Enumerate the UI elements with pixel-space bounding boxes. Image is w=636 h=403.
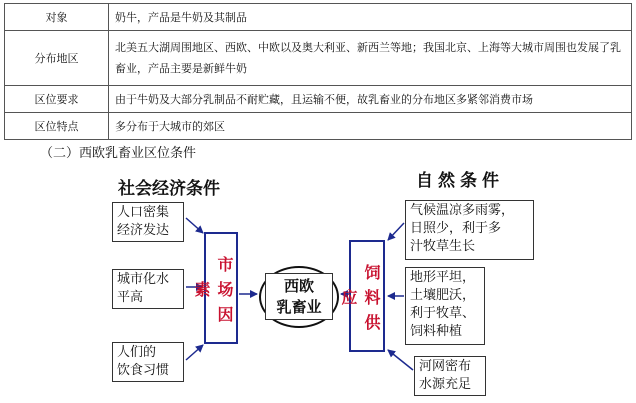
row-label: 对象 [5, 4, 109, 31]
natural-heading: 自然条件 [416, 171, 504, 191]
table-row [5, 4, 632, 31]
left-item: 人们的 饮食习惯 [112, 342, 184, 382]
arrow [186, 345, 203, 360]
market-factor-box: 市场因素 [204, 232, 238, 344]
row-label: 区位特点 [5, 113, 109, 140]
left-item: 城市化水 平高 [112, 269, 184, 309]
row-label: 区位要求 [5, 86, 109, 113]
row-value: 由于牛奶及大部分乳制品不耐贮藏，且运输不便，故乳畜业的分布地区多紧邻消费市场 [109, 86, 632, 113]
arrow [186, 218, 203, 233]
row-value: 北美五大湖周围地区、西欧、中欧以及奥大利亚、新西兰等地；我国北京、上海等大城市周围也发展了乳畜业，产品主要是新鲜牛奶 [109, 31, 632, 86]
info-table [4, 3, 632, 140]
table-row [5, 86, 632, 113]
right-item: 地形平坦， 土壤肥沃， 利于牧草、 饲料种植 [405, 267, 485, 345]
section-title: （二）西欧乳畜业区位条件 [40, 146, 197, 161]
row-value: 奶牛，产品是牛奶及其制品 [109, 4, 632, 31]
arrow [388, 223, 404, 240]
table-row [5, 31, 632, 86]
right-item: 河网密布 水源充足 [414, 356, 486, 396]
left-item: 人口密集 经济发达 [112, 202, 184, 242]
table-row [5, 113, 632, 140]
center-node: 西欧 乳畜业 [265, 273, 333, 320]
right-item: 气候温凉多雨雾， 日照少，利于多 汁牧草生长 [405, 200, 534, 260]
row-value: 多分布于大城市的郊区 [109, 113, 632, 140]
row-label: 分布地区 [5, 31, 109, 86]
feed-supply-box: 饲料供应 [349, 240, 385, 352]
social-economic-heading: 社会经济条件 [118, 179, 220, 199]
arrow [388, 350, 413, 370]
location-diagram [0, 160, 636, 403]
